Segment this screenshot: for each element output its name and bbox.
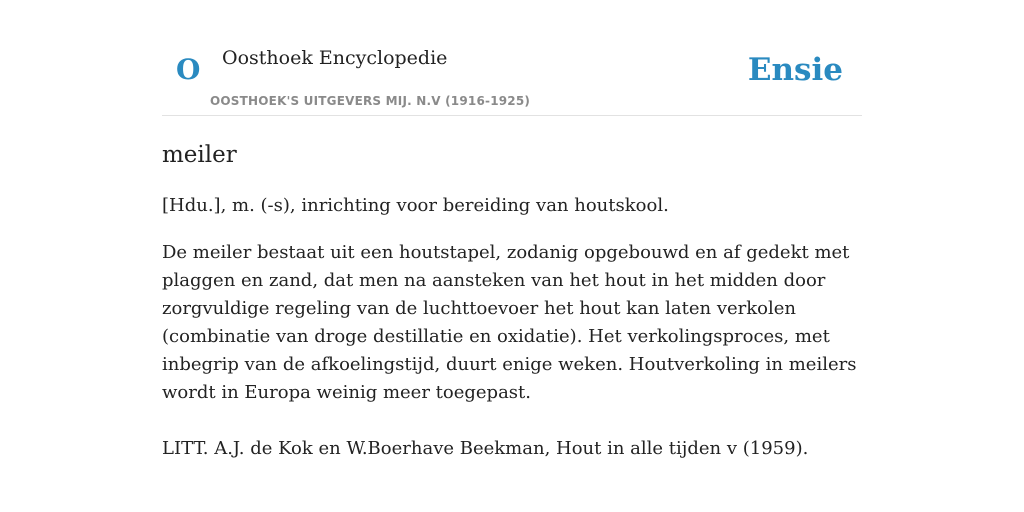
- entry-body: De meiler bestaat uit een houtstapel, zodanig opgebouwd en af gedekt met plaggen en zand, dat men na aansteken van het hout in het midden door zorgvuldige regeling van de luchttoevoer het hout kan laten verkolen (combinatie van droge destillatie en oxidatie). Het verkolingsproces, met inbegrip van de afkoelingstijd, duurt enige weken. Houtverkoling in meilers wordt in Europa weinig meer toegepast.: [162, 242, 857, 403]
- site-title-link[interactable]: Oosthoek Encyclopedie: [222, 47, 448, 69]
- site-header: [162, 0, 862, 116]
- entry-literature: LITT. A.J. de Kok en W.Boerhave Beekman, Hout in alle tijden v (1959).: [162, 438, 809, 459]
- page-container: [162, 0, 862, 459]
- site-logo[interactable]: O: [176, 53, 201, 86]
- ensie-brand-link[interactable]: Ensie: [747, 52, 843, 88]
- publisher-subtitle: OOSTHOEK'S UITGEVERS MIJ. N.V (1916-1925): [210, 94, 531, 108]
- entry-definition: [Hdu.], m. (-s), inrichting voor bereiding van houtskool.: [162, 195, 669, 216]
- entry-title: meiler: [162, 142, 237, 168]
